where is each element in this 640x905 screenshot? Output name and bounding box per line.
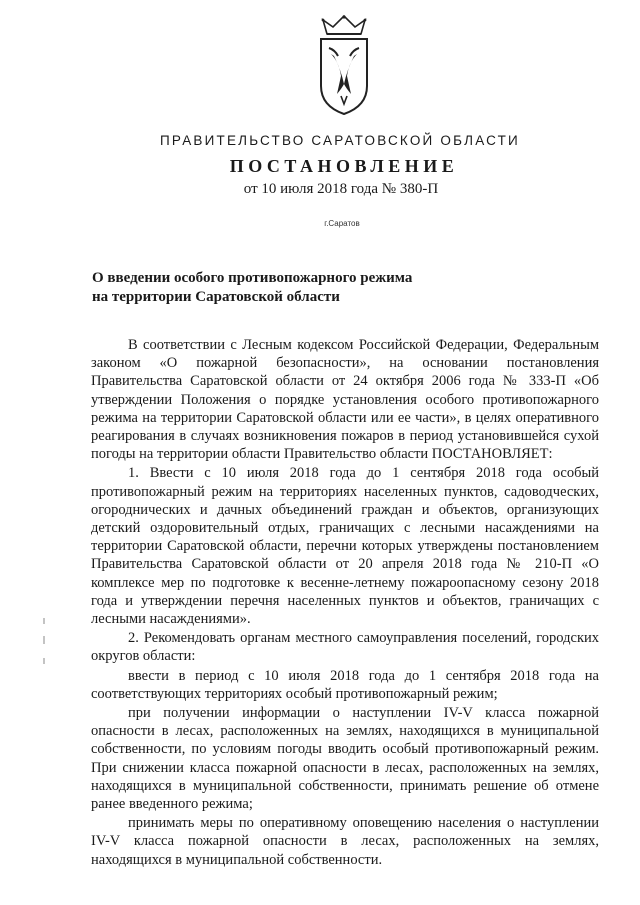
subject-line-1: О введении особого противопожарного режима xyxy=(92,270,413,286)
item-2-subparagraph-b: при получении информации о наступлении IV-V класса пожарной опасности в лесах, расположенных на землях, находящихся в муниципальной собственности, по условиям погоды вводить особый противопожарный режим. При снижении класса пожарной опасности в лесах, расположенных на землях, находящихся в муниципальной собственности, принимать решение об отмене ранее введенного режима; xyxy=(91,705,599,813)
subject-line-2: на территории Саратовской области xyxy=(92,289,340,305)
government-name: ПРАВИТЕЛЬСТВО САРАТОВСКОЙ ОБЛАСТИ xyxy=(160,133,520,148)
document-subject xyxy=(92,269,512,307)
item-2-subparagraph-c: принимать меры по оперативному оповещению населения о наступлении IV-V класса пожарной опасности в лесах, расположенных на землях, находящихся в муниципальной собственности. xyxy=(91,815,599,868)
item-2-paragraph: 2. Рекомендовать органам местного самоуправления поселений, городских округов области: xyxy=(91,630,599,665)
document-city: г.Саратов xyxy=(324,219,360,228)
preamble-paragraph: В соответствии с Лесным кодексом Российской Федерации, Федеральным законом «О пожарной безопасности», на основании постановления Правительства Саратовской области от 24 октября 2006 года № 333-П «Об утверждении Положения о порядке установления особого противопожарного режима на территории Саратовской области или ее части», в целях оперативного реагирования в случаях возникновения пожаров в период установившейся сухой погоды на территории области Правительство области ПОСТАНОВЛЯЕТ: xyxy=(91,337,599,463)
document-body xyxy=(91,336,599,869)
scan-margin-marks xyxy=(40,618,48,678)
item-2-subparagraph-a: ввести в период с 10 июля 2018 года до 1 сентября 2018 года на соответствующих территориях особый противопожарный режим; xyxy=(91,667,599,702)
saratov-coat-of-arms-icon xyxy=(313,14,375,118)
document-type-title: ПОСТАНОВЛЕНИЕ xyxy=(229,156,459,176)
item-1-paragraph: 1. Ввести с 10 июля 2018 года до 1 сентября 2018 года особый противопожарный режим на территориях населенных пунктов, садоводческих, огороднических и дачных объединений граждан и объектов, организующих детский оздоровительный отдых, граничащих с лесными насаждениями на территории Саратовской области, перечни которых утверждены постановлением Правительства Саратовской области от 20 апреля 2018 года № 210-П «О комплексе мер по подготовке к весенне-летнему пожароопасному сезону 2018 года и утверждении перечня населенных пунктов и объектов, граничащих с лесными насаждениями». xyxy=(91,465,599,628)
document-date-number: от 10 июля 2018 года № 380-П xyxy=(243,181,439,197)
